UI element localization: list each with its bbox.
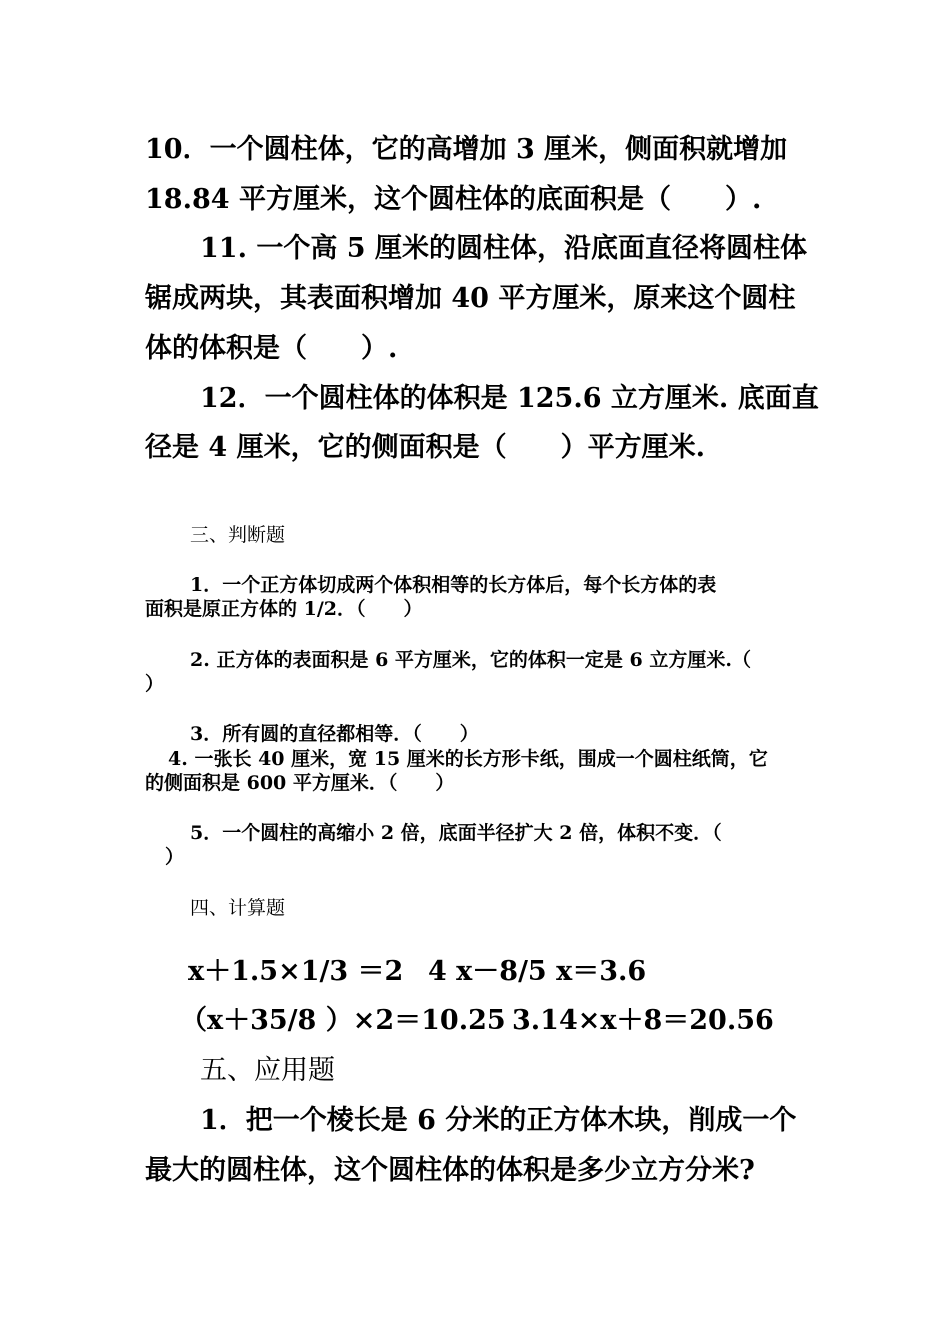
judgment-heading: 三、判断题 xyxy=(190,524,286,546)
judgment-q5-line2: ） xyxy=(165,846,185,868)
q12-line1: 12．一个圆柱体的体积是 125.6 立方厘米. 底面直 xyxy=(200,383,819,414)
application-q1-line2: 最大的圆柱体，这个圆柱体的体积是多少立方分米? xyxy=(145,1155,755,1186)
judgment-q2-line2: ） xyxy=(145,673,165,695)
equation-2: 4 x－8/5 x＝3.6 xyxy=(428,956,647,987)
judgment-q1-line1: 1．一个正方体切成两个体积相等的长方体后，每个长方体的表 xyxy=(190,574,717,596)
judgment-q2-line1: 2. 正方体的表面积是 6 平方厘米，它的体积一定是 6 立方厘米.（ xyxy=(190,649,751,671)
q11-line2: 锯成两块，其表面积增加 40 平方厘米，原来这个圆柱 xyxy=(145,283,796,314)
calculation-heading: 四、计算题 xyxy=(190,897,286,919)
judgment-q3: 3．所有圆的直径都相等．（ ） xyxy=(190,723,479,745)
judgment-q4-line1: 4. 一张长 40 厘米，宽 15 厘米的长方形卡纸，围成一个圆柱纸筒，它 xyxy=(168,748,768,770)
judgment-q5-line1: 5．一个圆柱的高缩小 2 倍，底面半径扩大 2 倍，体积不变．（ xyxy=(190,822,722,844)
equation-3: （x＋35/8 ）×2＝10.25 xyxy=(180,1005,506,1036)
judgment-q1-line2: 面积是原正方体的 1/2．（ ） xyxy=(145,598,423,620)
equation-1: x＋1.5×1/3 ＝2 xyxy=(188,956,404,987)
q10-line2: 18.84 平方厘米，这个圆柱体的底面积是（ ）. xyxy=(145,184,762,215)
q10-line1: 10．一个圆柱体，它的高增加 3 厘米，侧面积就增加 xyxy=(145,134,788,165)
q11-line1: 11. 一个高 5 厘米的圆柱体，沿底面直径将圆柱体 xyxy=(200,233,807,264)
q11-line3: 体的体积是（ ）. xyxy=(145,333,398,364)
application-heading: 五、应用题 xyxy=(200,1055,335,1086)
equation-4: 3.14×x＋8＝20.56 xyxy=(512,1005,774,1036)
judgment-q4-line2: 的侧面积是 600 平方厘米．（ ） xyxy=(145,772,455,794)
application-q1-line1: 1．把一个棱长是 6 分米的正方体木块，削成一个 xyxy=(200,1105,797,1136)
q12-line2: 径是 4 厘米，它的侧面积是（ ）平方厘米. xyxy=(145,432,705,463)
